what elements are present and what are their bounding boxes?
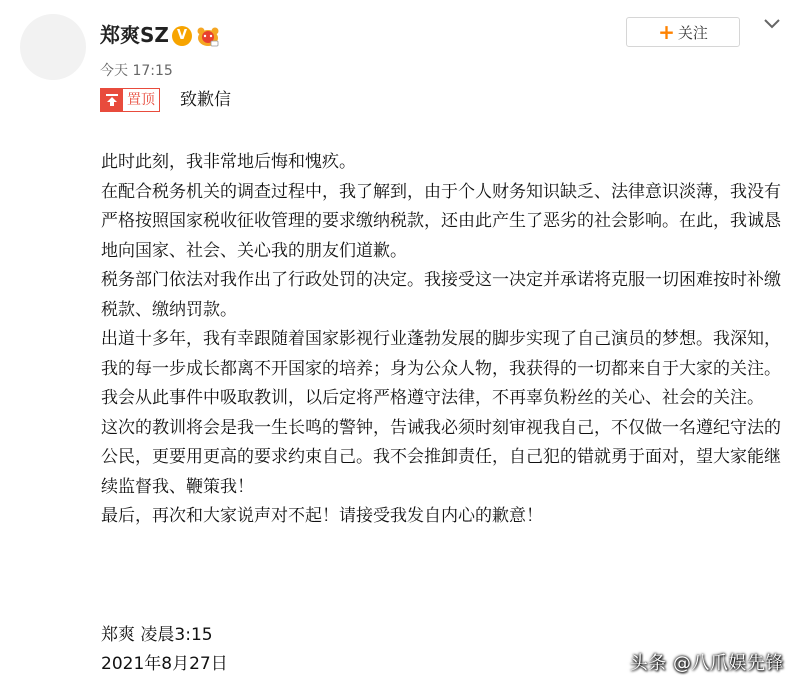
signature-line: 郑爽 凌晨3:15 bbox=[101, 625, 213, 645]
paragraph: 出道十多年，我有幸跟随着国家影视行业蓬勃发展的脚步实现了自己演员的梦想。我深知，我的每一步成长都离不开国家的培养；身为公众人物，我获得的一切都来自于大家的关注。我会从此事件中吸取教训，以后定将严格遵守法律，不再辜负粉丝的关心、社会的关注。 bbox=[101, 329, 781, 408]
post-body bbox=[101, 148, 781, 532]
chevron-down-icon[interactable] bbox=[762, 16, 782, 32]
pinned-badge bbox=[100, 88, 160, 112]
paragraph: 税务部门依法对我作出了行政处罚的决定。我接受这一决定并承诺将克服一切困难按时补缴税款、缴纳罚款。 bbox=[101, 270, 781, 320]
signature-block bbox=[101, 621, 228, 679]
paragraph: 在配合税务机关的调查过程中，我了解到，由于个人财务知识缺乏、法律意识淡薄，我没有严格按照国家税收征收管理的要求缴纳税款，还由此产生了恶劣的社会影响。在此，我诚恳地向国家、社会、关心我的朋友们道歉。 bbox=[101, 181, 781, 261]
date-line: 2021年8月27日 bbox=[101, 654, 228, 674]
verified-badge-icon: V bbox=[172, 26, 192, 46]
username[interactable]: 郑爽SZ bbox=[100, 23, 169, 47]
paragraph: 这次的教训将会是我一生长鸣的警钟，告诫我必须时刻审视我自己，不仅做一名遵纪守法的公民，更要用更高的要求约束自己。我不会推卸责任，自己犯的错就勇于面对，望大家能继续监督我、鞭策我！ bbox=[101, 417, 781, 497]
plus-icon: + bbox=[658, 20, 675, 44]
follow-button[interactable] bbox=[626, 17, 740, 47]
post-time: 今天 17:15 bbox=[100, 63, 173, 79]
post-title: 致歉信 bbox=[180, 90, 231, 110]
pin-label: 置顶 bbox=[123, 89, 159, 111]
paragraph: 最后，再次和大家说声对不起！请接受我发自内心的歉意！ bbox=[101, 506, 543, 526]
paragraph: 此时此刻，我非常地后悔和愧疚。 bbox=[101, 152, 356, 172]
follow-label: 关注 bbox=[677, 23, 708, 42]
pin-icon bbox=[101, 89, 123, 111]
watermark: 头条 @八爪娱先锋 bbox=[629, 653, 784, 674]
avatar[interactable] bbox=[20, 14, 86, 80]
fan-badge-icon bbox=[196, 25, 220, 47]
